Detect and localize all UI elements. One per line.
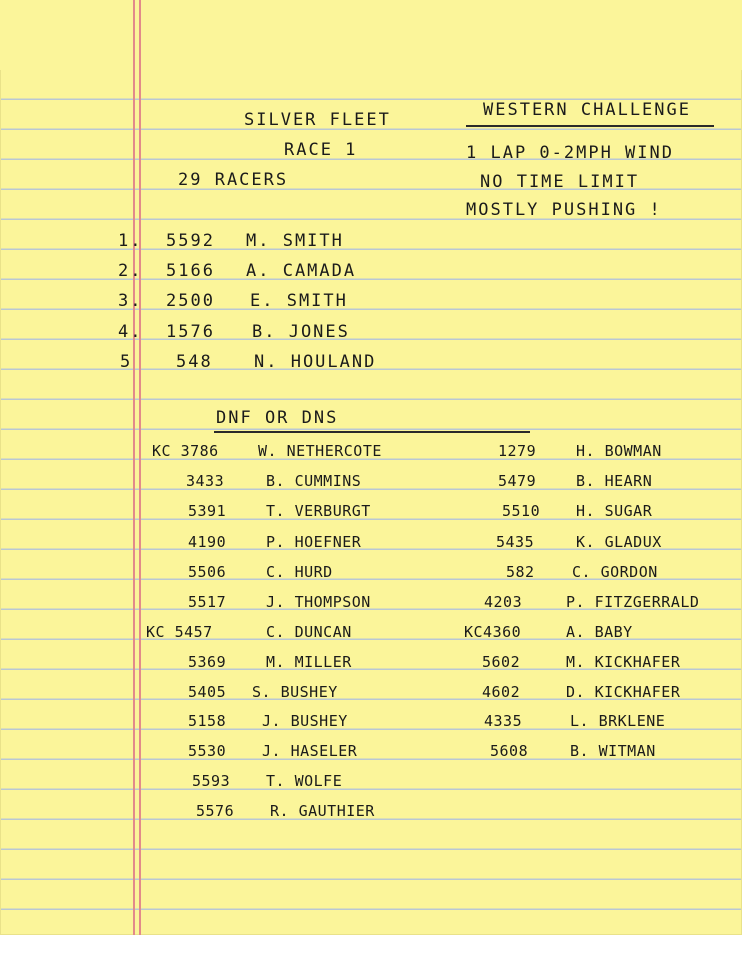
sail-number: 5506 — [188, 563, 227, 581]
racer-name: A. BABY — [566, 623, 633, 641]
sail-number: 3433 — [186, 472, 225, 490]
event-title: WESTERN CHALLENGE — [483, 100, 691, 120]
racer-name: L. BRKLENE — [570, 712, 666, 730]
sail-number: 5517 — [188, 593, 227, 611]
place-number: 3. — [118, 291, 143, 311]
sail-number: 5405 — [188, 683, 227, 701]
sail-number: 5158 — [188, 712, 227, 730]
racer-name: M. MILLER — [266, 653, 352, 671]
time-limit-note: NO TIME LIMIT — [480, 172, 640, 192]
racer-name: P. FITZGERRALD — [566, 593, 700, 611]
place-number: 1. — [118, 231, 143, 251]
margin-line-left — [133, 0, 135, 935]
racer-name: E. SMITH — [250, 291, 348, 311]
margin-line-right — [139, 0, 141, 935]
racer-name: H. SUGAR — [576, 502, 653, 520]
sail-number: KC 3786 — [152, 442, 219, 460]
racer-name: R. GAUTHIER — [270, 802, 375, 820]
racer-name: K. GLADUX — [576, 533, 662, 551]
racer-name: D. KICKHAFER — [566, 683, 681, 701]
racer-name: P. HOEFNER — [266, 533, 362, 551]
sail-number: KC 5457 — [146, 623, 213, 641]
racer-name: N. HOULAND — [254, 352, 377, 372]
sail-number: 5593 — [192, 772, 231, 790]
racer-name: J. BUSHEY — [262, 712, 348, 730]
sail-number: 5608 — [490, 742, 529, 760]
racer-name: M. SMITH — [246, 231, 344, 251]
sail-number: 2500 — [166, 291, 215, 311]
sail-number: 4335 — [484, 712, 523, 730]
sail-number: 548 — [176, 352, 213, 372]
sail-number: 5435 — [496, 533, 535, 551]
place-number: 2. — [118, 261, 143, 281]
sail-number: 5391 — [188, 502, 227, 520]
pushing-note: MOSTLY PUSHING ! — [466, 200, 662, 220]
racer-name: B. WITMAN — [570, 742, 656, 760]
event-underline — [466, 125, 714, 127]
racer-name: C. HURD — [266, 563, 333, 581]
racer-name: J. HASELER — [262, 742, 358, 760]
racer-name: M. KICKHAFER — [566, 653, 681, 671]
sail-number: 5602 — [482, 653, 521, 671]
sail-number: 5510 — [502, 502, 541, 520]
racer-name: B. CUMMINS — [266, 472, 362, 490]
racer-name: C. GORDON — [572, 563, 658, 581]
racer-name: J. THOMPSON — [266, 593, 371, 611]
sail-number: 582 — [506, 563, 535, 581]
racer-name: S. BUSHEY — [252, 683, 338, 701]
race-title: RACE 1 — [284, 140, 358, 160]
racer-name: C. DUNCAN — [266, 623, 352, 641]
racer-name: H. BOWMAN — [576, 442, 662, 460]
sail-number: 5166 — [166, 261, 215, 281]
sail-number: 1279 — [498, 442, 537, 460]
racer-name: T. VERBURGT — [266, 502, 371, 520]
sail-number: 5576 — [196, 802, 235, 820]
sail-number: 5530 — [188, 742, 227, 760]
dnf-underline — [214, 431, 530, 433]
racer-name: A. CAMADA — [246, 261, 357, 281]
sail-number: 4203 — [484, 593, 523, 611]
sail-number: 5479 — [498, 472, 537, 490]
sail-number: 4602 — [482, 683, 521, 701]
racer-name: B. JONES — [252, 322, 350, 342]
place-number: 4. — [118, 322, 143, 342]
sail-number: 1576 — [166, 322, 215, 342]
fleet-title: SILVER FLEET — [244, 110, 391, 130]
sail-number: 5592 — [166, 231, 215, 251]
sail-number: 5369 — [188, 653, 227, 671]
racer-name: W. NETHERCOTE — [258, 442, 382, 460]
race-conditions: 1 LAP 0-2MPH WIND — [466, 143, 674, 163]
place-number: 5 — [120, 352, 133, 372]
racer-name: T. WOLFE — [266, 772, 343, 790]
racer-count: 29 RACERS — [178, 170, 289, 190]
racer-name: B. HEARN — [576, 472, 653, 490]
dnf-heading: DNF OR DNS — [216, 408, 339, 428]
sail-number: KC4360 — [464, 623, 522, 641]
sail-number: 4190 — [188, 533, 227, 551]
